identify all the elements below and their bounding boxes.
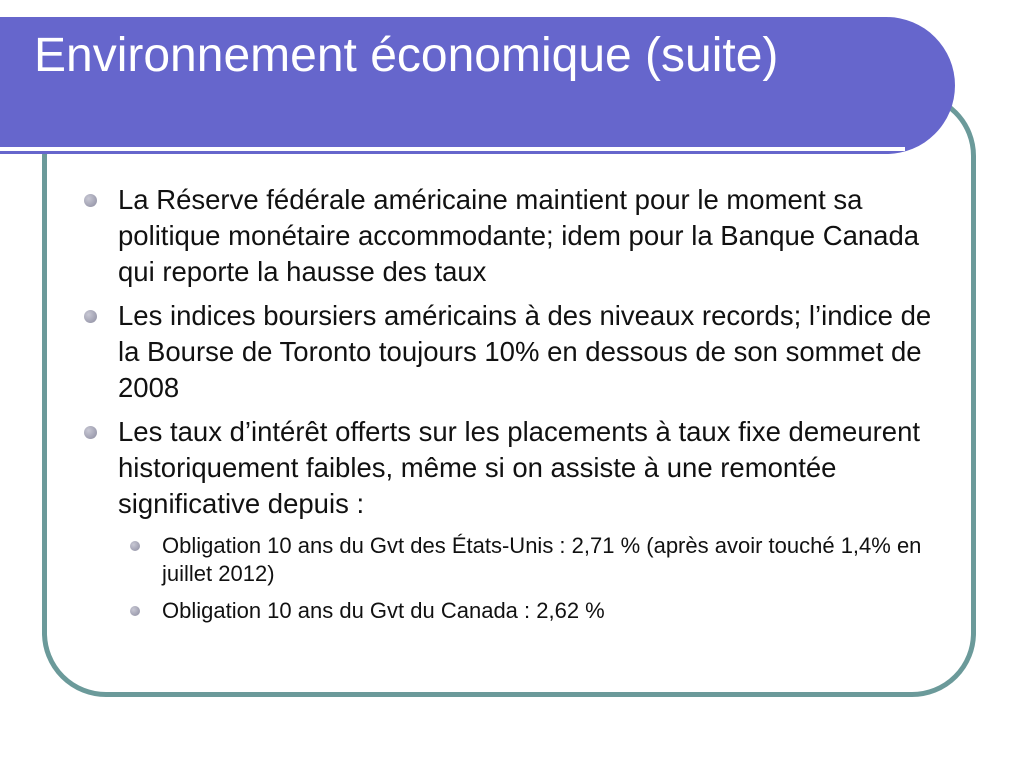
sub-bullet-dot-icon (130, 606, 140, 616)
bullet-dot-icon (84, 310, 97, 323)
bullet-text: Les taux d’intérêt offerts sur les placements à taux fixe demeurent historiquement faibles, même si on assiste à une remontée significative depuis : (118, 416, 920, 519)
title-banner (0, 17, 955, 154)
bullet-list (0, 182, 1024, 634)
sub-bullet-dot-icon (130, 541, 140, 551)
bullet-dot-icon (84, 426, 97, 439)
bullet-text: La Réserve fédérale américaine maintient pour le moment sa politique monétaire accommodante; idem pour la Banque Canada qui reporte la hausse des taux (118, 184, 920, 287)
sub-bullet-item (162, 597, 952, 625)
title-underline (0, 147, 905, 151)
sub-bullet-text: Obligation 10 ans du Gvt du Canada : 2,62 % (162, 598, 605, 623)
bullet-item (118, 414, 948, 522)
bullet-item (118, 298, 948, 406)
sub-bullet-text: Obligation 10 ans du Gvt des États-Unis : 2,71 % (après avoir touché 1,4% en juillet 2012) (162, 533, 922, 586)
bullet-text: Les indices boursiers américains à des niveaux records; l’indice de la Bourse de Toronto toujours 10% en dessous de son sommet de 2008 (118, 300, 932, 403)
bullet-dot-icon (84, 194, 97, 207)
sub-bullet-item (162, 532, 952, 588)
bullet-item (118, 182, 948, 290)
slide-title: Environnement économique (suite) (34, 29, 779, 82)
